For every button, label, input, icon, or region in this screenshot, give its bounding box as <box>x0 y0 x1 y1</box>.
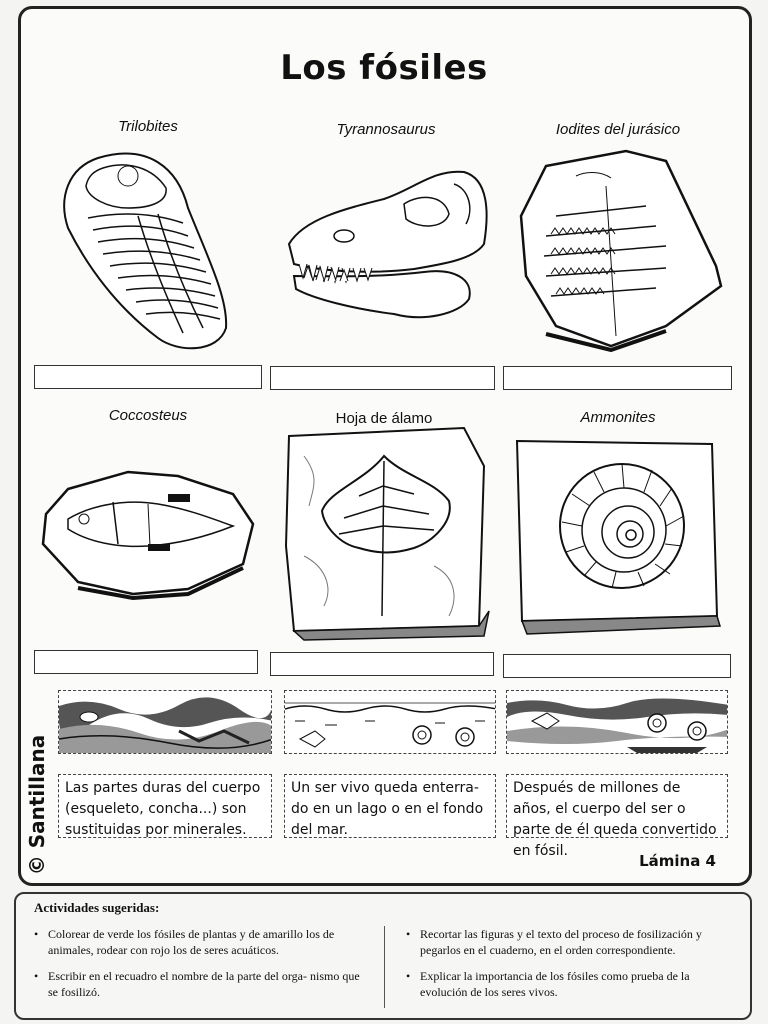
page-title: Los fósiles <box>280 48 488 88</box>
process-illustration-burial <box>284 690 496 754</box>
process-caption-fossilization: Después de millones de años, el cuerpo del ser o parte de él queda convertido en fósil. <box>506 774 728 838</box>
answer-box-trilobites[interactable] <box>34 365 262 389</box>
process-caption-burial: Un ser vivo queda enterra- do en un lago o en el fondo del mar. <box>284 774 496 838</box>
ammonite-fossil-image <box>512 436 724 636</box>
publisher-logo <box>22 734 52 876</box>
activity-item: • Explicar la importancia de los fósiles como prueba de la evolución de los seres vivos. <box>406 968 736 1000</box>
poplar-leaf-fossil-image <box>284 426 494 644</box>
publisher-name: © Santillana <box>25 734 49 876</box>
label-ammonites: Ammonites <box>580 409 656 426</box>
label-coccosteus: Coccosteus <box>108 407 188 424</box>
answer-box-iodites[interactable] <box>503 366 732 390</box>
trilobite-fossil-image <box>58 148 238 354</box>
label-tyrannosaurus: Tyrannosaurus <box>336 121 436 138</box>
suggested-activities <box>14 892 752 1020</box>
answer-box-coccosteus[interactable] <box>34 650 258 674</box>
label-hoja-de-alamo: Hoja de álamo <box>335 410 433 427</box>
answer-box-tyrannosaurus[interactable] <box>270 366 495 390</box>
activities-divider <box>384 926 385 1008</box>
activity-item: • Recortar las figuras y el texto del proceso de fosilización y pegarlos en el cuaderno, en el orden correspondiente. <box>406 926 736 958</box>
answer-box-ammonites[interactable] <box>503 654 731 678</box>
activity-item: • Escribir en el recuadro el nombre de la parte del orga- nismo que se fosilizó. <box>34 968 364 1000</box>
tyrannosaurus-skull-image <box>284 164 494 324</box>
label-iodites: Iodites del jurásico <box>555 121 681 138</box>
sheet-label: Lámina 4 <box>639 852 716 870</box>
iodites-plant-fossil-image <box>516 146 724 352</box>
coccosteus-fish-fossil-image <box>38 464 256 600</box>
process-illustration-mineralization <box>58 690 272 754</box>
process-illustration-fossilization <box>506 690 728 754</box>
answer-box-hoja-de-alamo[interactable] <box>270 652 494 676</box>
activities-heading: Actividades sugeridas: <box>34 900 160 915</box>
activity-item: • Colorear de verde los fósiles de plantas y de amarillo los de animales, rodear con rojo los de seres acuáticos. <box>34 926 364 958</box>
process-caption-mineralization: Las partes duras del cuerpo (esqueleto, concha...) son sustituidas por minerales. <box>58 774 272 838</box>
label-trilobites: Trilobites <box>118 118 178 135</box>
